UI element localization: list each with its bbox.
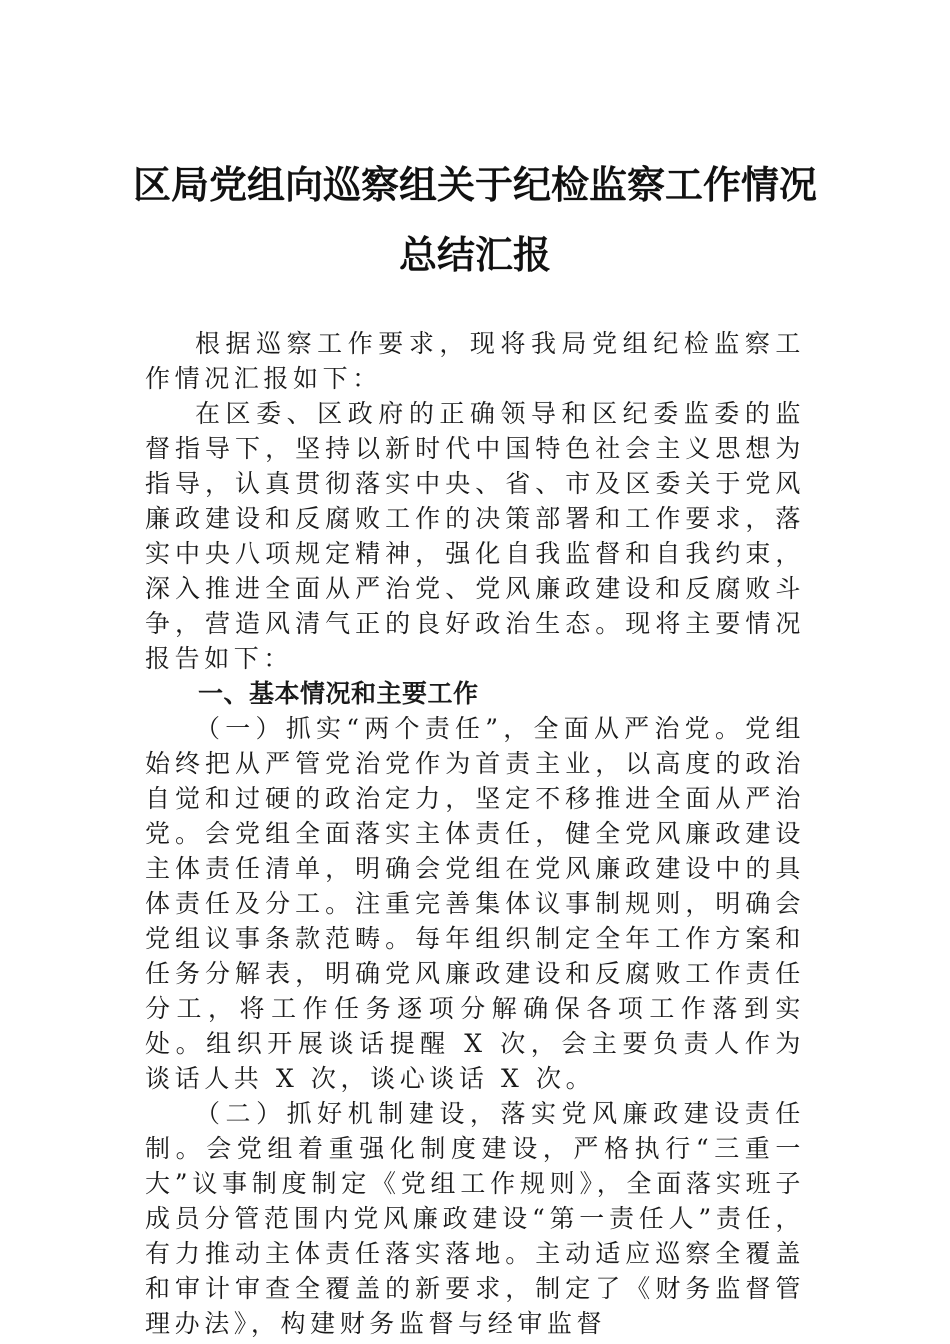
subsection-2-paragraph: （二）抓好机制建设，落实党风廉政建设责任制。会党组着重强化制度建设，严格执行“三重一大”议事制度制定《党组工作规则》，全面落实班子成员分管范围内党风廉政建设“第一责任人”责任，有力推动主体责任落实落地。主动适应巡察全覆盖和审计审查全覆盖的新要求，制定了《财务监督管理办法》，构建财务监督与经审监督 [145,1099,805,1338]
overview-paragraph: 在区委、区政府的正确领导和区纪委监委的监督指导下，坚持以新时代中国特色社会主义思想为指导，认真贯彻落实中央、省、市及区委关于党风廉政建设和反腐败工作的决策部署和工作要求，落实中央八项规定精神，强化自我监督和自我约束，深入推进全面从严治党、党风廉政建设和反腐败斗争，营造风清气正的良好政治生态。现将主要情况报告如下： [145,399,805,673]
intro-paragraph: 根据巡察工作要求，现将我局党组纪检监察工作情况汇报如下： [145,329,805,393]
subsection-1-paragraph: （一）抓实“两个责任”，全面从严治党。党组始终把从严管党治党作为首责主业，以高度的政治自觉和过硬的政治定力，坚定不移推进全面从严治党。会党组全面落实主体责任，健全党风廉政建设主体责任清单，明确会党组在党风廉政建设中的具体责任及分工。注重完善集体议事制规则，明确会党组议事条款范畴。每年组织制定全年工作方案和任务分解表，明确党风廉政建设和反腐败工作责任分工，将工作任务逐项分解确保各项工作落到实处。组织开展谈话提醒 X 次，会主要负责人作为谈话人共 X 次，谈心谈话 X 次。 [145,714,805,1093]
document-title-line-1: 区局党组向巡察组关于纪检监察工作情况 [132,162,817,207]
document-title-line-2: 总结汇报 [398,232,551,277]
section-heading-1: 一、基本情况和主要工作 [198,679,479,708]
document-body [145,326,805,1341]
